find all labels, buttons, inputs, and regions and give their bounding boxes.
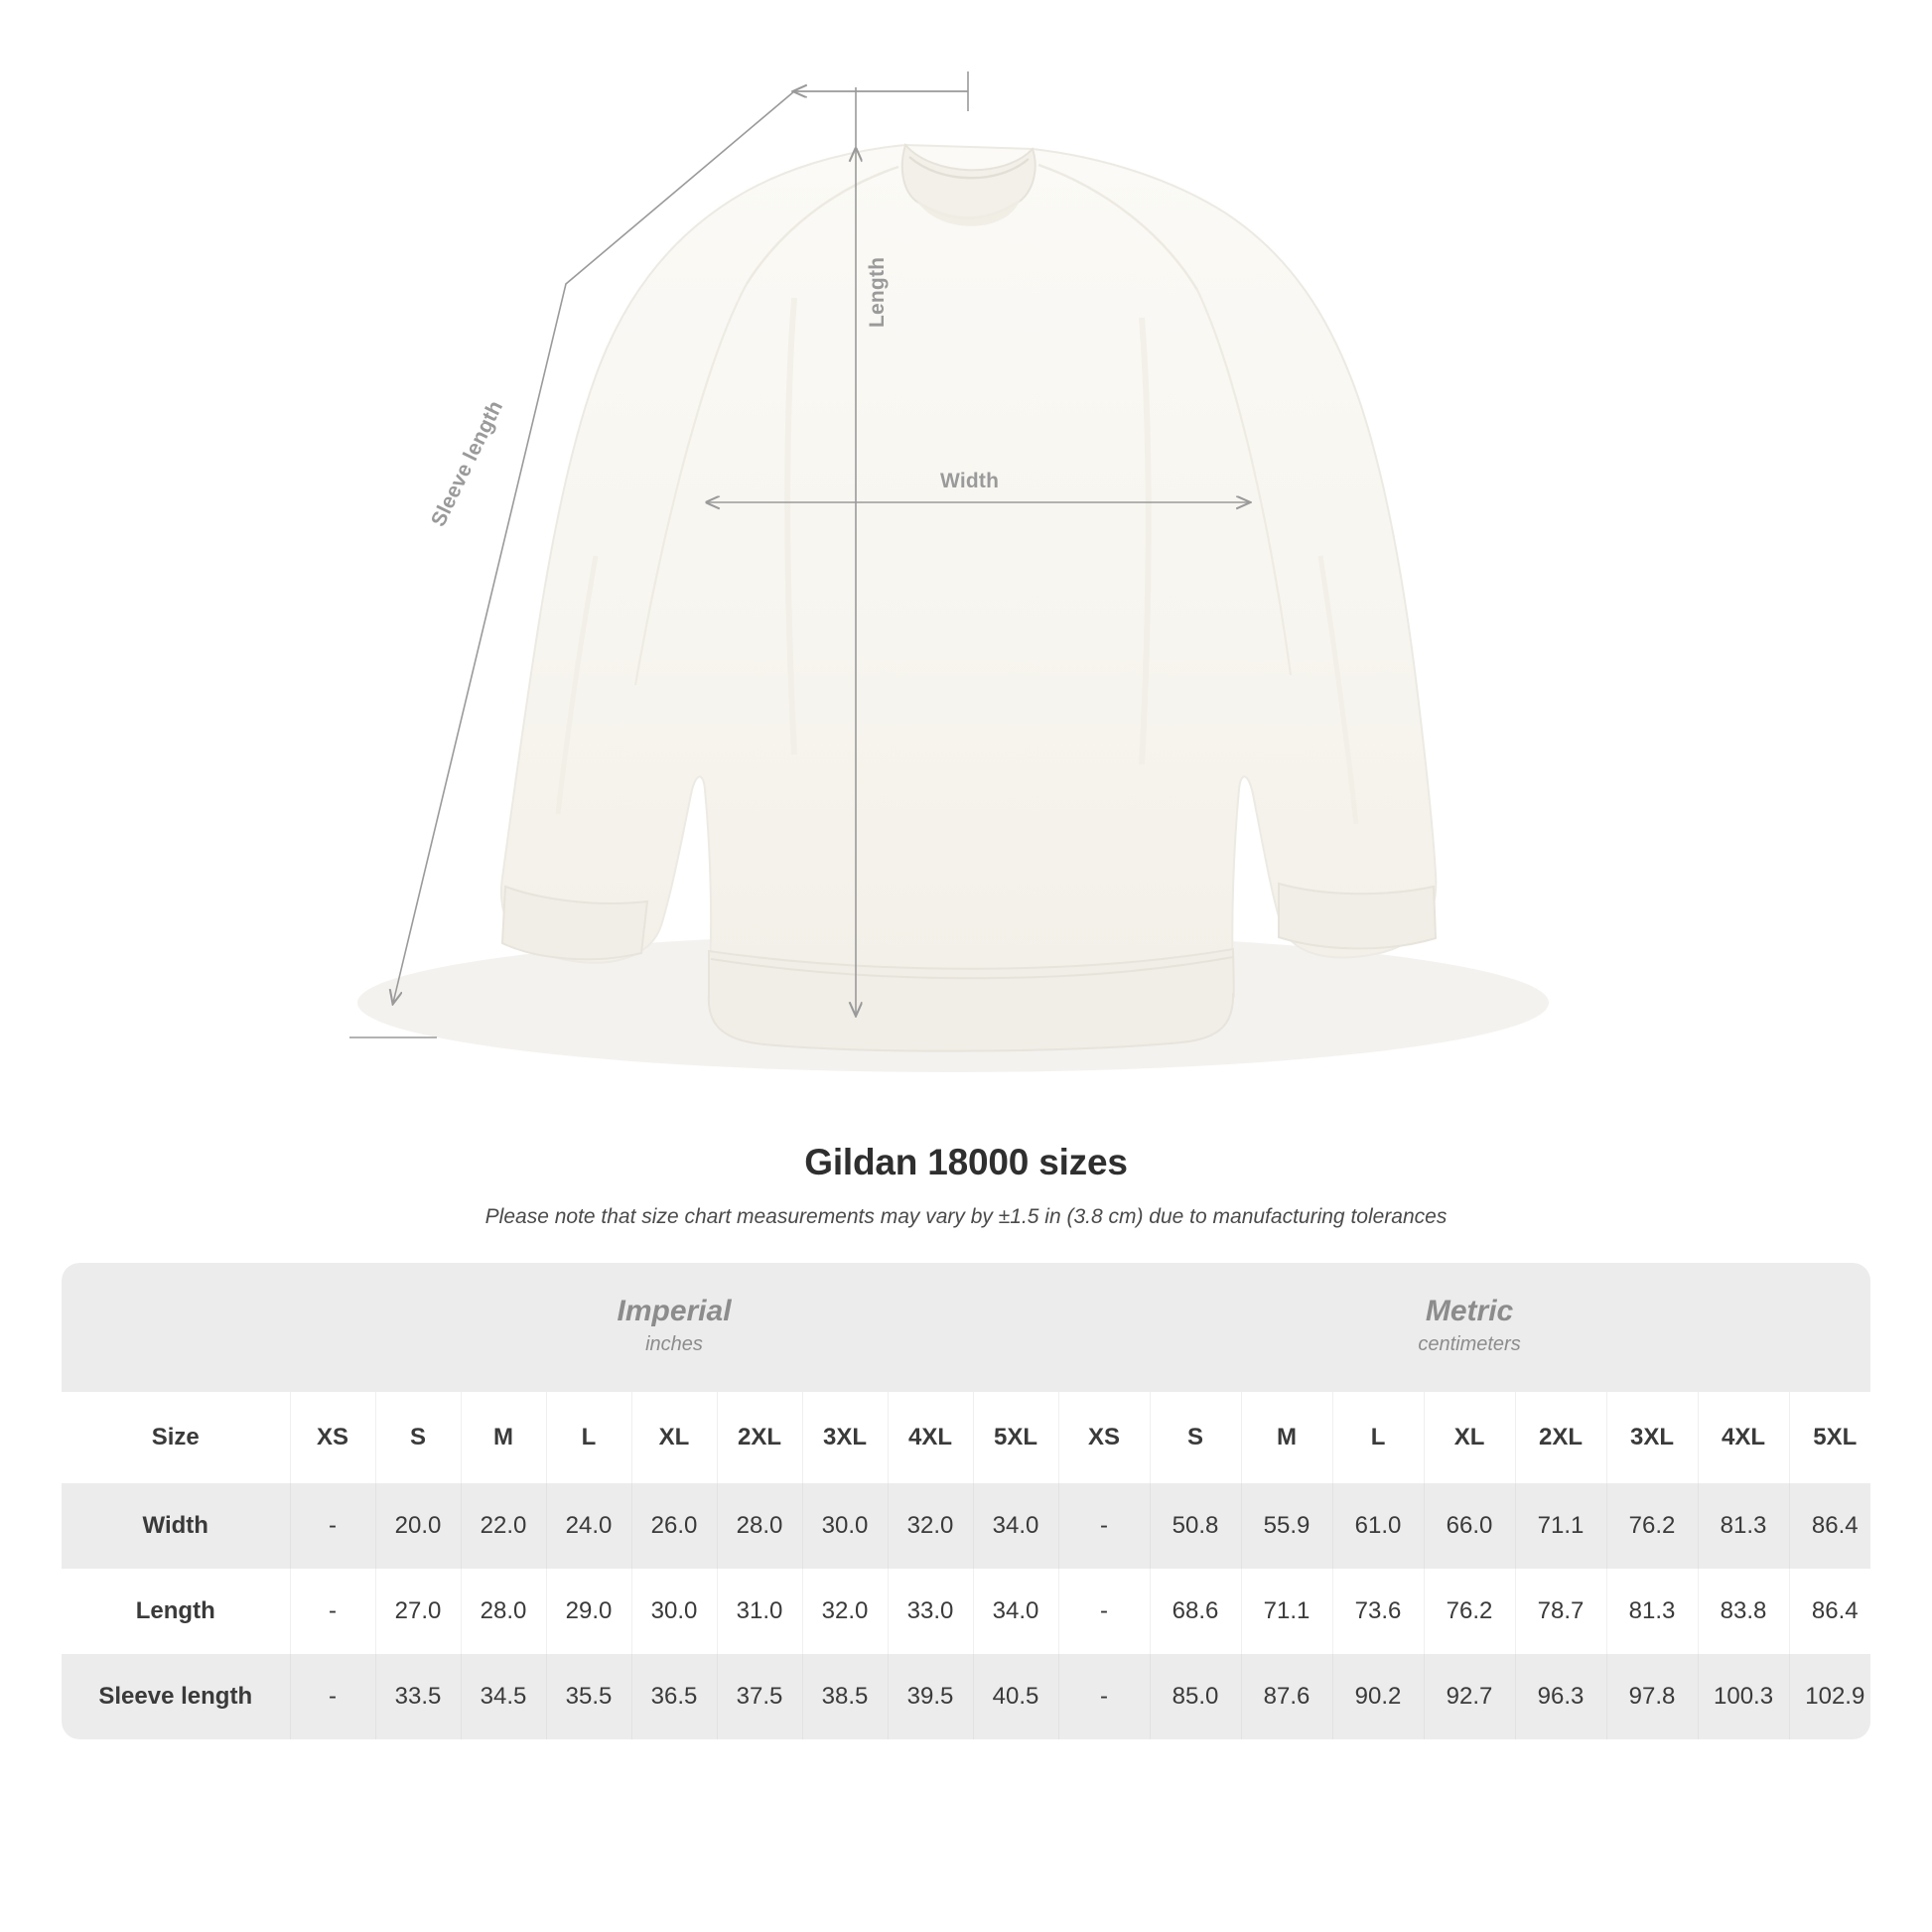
size-col-s-metric: S	[1150, 1392, 1241, 1483]
size-col-2xl-imperial: 2XL	[717, 1392, 802, 1483]
cell-width-metric-5xl: 86.4	[1789, 1483, 1870, 1569]
size-col-m-metric: M	[1241, 1392, 1332, 1483]
size-col-m-imperial: M	[461, 1392, 546, 1483]
size-col-3xl-metric: 3XL	[1606, 1392, 1698, 1483]
cell-sleeve-imperial-4xl: 39.5	[888, 1654, 973, 1739]
size-col-2xl-metric: 2XL	[1515, 1392, 1606, 1483]
cell-length-imperial-3xl: 32.0	[802, 1569, 888, 1654]
cell-length-imperial-4xl: 33.0	[888, 1569, 973, 1654]
cell-sleeve-metric-l: 90.2	[1332, 1654, 1424, 1739]
cell-sleeve-metric-5xl: 102.9	[1789, 1654, 1870, 1739]
size-table	[62, 1263, 1870, 1739]
unit-header-metric	[1058, 1263, 1870, 1392]
cell-length-metric-3xl: 81.3	[1606, 1569, 1698, 1654]
imperial-system-unit: inches	[645, 1333, 703, 1356]
cell-width-metric-xl: 66.0	[1424, 1483, 1515, 1569]
table-row-sleeve-length	[62, 1654, 1870, 1739]
width-label: Width	[940, 470, 1000, 492]
cell-sleeve-imperial-2xl: 37.5	[717, 1654, 802, 1739]
table-row-length	[62, 1569, 1870, 1654]
table-row-width	[62, 1483, 1870, 1569]
cell-width-metric-l: 61.0	[1332, 1483, 1424, 1569]
size-col-4xl-imperial: 4XL	[888, 1392, 973, 1483]
size-col-5xl-imperial: 5XL	[973, 1392, 1058, 1483]
cell-width-imperial-xl: 26.0	[631, 1483, 717, 1569]
sleeve-length-label: Sleeve length	[427, 396, 508, 531]
cell-sleeve-metric-2xl: 96.3	[1515, 1654, 1606, 1739]
cell-sleeve-metric-4xl: 100.3	[1698, 1654, 1789, 1739]
cell-length-imperial-5xl: 34.0	[973, 1569, 1058, 1654]
cell-sleeve-imperial-3xl: 38.5	[802, 1654, 888, 1739]
cell-sleeve-imperial-s: 33.5	[375, 1654, 461, 1739]
cell-width-imperial-4xl: 32.0	[888, 1483, 973, 1569]
size-col-xs-imperial: XS	[290, 1392, 375, 1483]
size-col-5xl-metric: 5XL	[1789, 1392, 1870, 1483]
cell-sleeve-metric-xs: -	[1058, 1654, 1150, 1739]
cell-length-imperial-m: 28.0	[461, 1569, 546, 1654]
cell-width-metric-3xl: 76.2	[1606, 1483, 1698, 1569]
size-header-cell: Size	[62, 1392, 290, 1483]
size-col-4xl-metric: 4XL	[1698, 1392, 1789, 1483]
cell-width-imperial-3xl: 30.0	[802, 1483, 888, 1569]
unit-header-imperial	[290, 1263, 1058, 1392]
cell-width-metric-2xl: 71.1	[1515, 1483, 1606, 1569]
cell-length-metric-xl: 76.2	[1424, 1569, 1515, 1654]
cell-length-metric-xs: -	[1058, 1569, 1150, 1654]
cell-width-metric-4xl: 81.3	[1698, 1483, 1789, 1569]
cell-length-imperial-xl: 30.0	[631, 1569, 717, 1654]
length-label: Length	[866, 256, 889, 328]
cell-length-metric-5xl: 86.4	[1789, 1569, 1870, 1654]
title-block	[0, 1142, 1932, 1229]
cell-length-imperial-xs: -	[290, 1569, 375, 1654]
cell-sleeve-metric-xl: 92.7	[1424, 1654, 1515, 1739]
row-label-length: Length	[62, 1569, 290, 1654]
size-col-3xl-imperial: 3XL	[802, 1392, 888, 1483]
cell-sleeve-imperial-xl: 36.5	[631, 1654, 717, 1739]
size-col-xl-metric: XL	[1424, 1392, 1515, 1483]
cell-length-imperial-s: 27.0	[375, 1569, 461, 1654]
cell-width-metric-xs: -	[1058, 1483, 1150, 1569]
cell-width-imperial-m: 22.0	[461, 1483, 546, 1569]
cell-length-imperial-l: 29.0	[546, 1569, 631, 1654]
metric-system-unit: centimeters	[1418, 1333, 1521, 1356]
metric-system-name: Metric	[1425, 1294, 1514, 1327]
size-col-l-imperial: L	[546, 1392, 631, 1483]
imperial-system-name: Imperial	[617, 1294, 732, 1327]
size-header-row	[62, 1392, 1870, 1483]
size-table-wrapper	[62, 1263, 1870, 1739]
tolerance-note: Please note that size chart measurements may vary by ±1.5 in (3.8 cm) due to manufacturing tolerances	[484, 1205, 1448, 1228]
page-title: Gildan 18000 sizes	[804, 1142, 1128, 1182]
cell-width-imperial-s: 20.0	[375, 1483, 461, 1569]
size-col-xl-imperial: XL	[631, 1392, 717, 1483]
cell-width-imperial-xs: -	[290, 1483, 375, 1569]
cell-width-metric-s: 50.8	[1150, 1483, 1241, 1569]
size-col-s-imperial: S	[375, 1392, 461, 1483]
size-col-xs-metric: XS	[1058, 1392, 1150, 1483]
cell-length-metric-l: 73.6	[1332, 1569, 1424, 1654]
sweatshirt-shape	[501, 145, 1436, 1051]
size-col-l-metric: L	[1332, 1392, 1424, 1483]
cell-sleeve-imperial-5xl: 40.5	[973, 1654, 1058, 1739]
row-label-width: Width	[62, 1483, 290, 1569]
cell-width-imperial-5xl: 34.0	[973, 1483, 1058, 1569]
cell-sleeve-imperial-xs: -	[290, 1654, 375, 1739]
cell-length-metric-m: 71.1	[1241, 1569, 1332, 1654]
cell-length-metric-s: 68.6	[1150, 1569, 1241, 1654]
cell-sleeve-metric-s: 85.0	[1150, 1654, 1241, 1739]
unit-header-spacer	[62, 1263, 290, 1392]
cell-sleeve-metric-m: 87.6	[1241, 1654, 1332, 1739]
cell-sleeve-metric-3xl: 97.8	[1606, 1654, 1698, 1739]
unit-header-row	[62, 1263, 1870, 1392]
cell-length-metric-4xl: 83.8	[1698, 1569, 1789, 1654]
row-label-sleeve-length: Sleeve length	[62, 1654, 290, 1739]
cell-length-metric-2xl: 78.7	[1515, 1569, 1606, 1654]
cell-width-imperial-l: 24.0	[546, 1483, 631, 1569]
cell-sleeve-imperial-l: 35.5	[546, 1654, 631, 1739]
cell-sleeve-imperial-m: 34.5	[461, 1654, 546, 1739]
cell-length-imperial-2xl: 31.0	[717, 1569, 802, 1654]
cell-width-imperial-2xl: 28.0	[717, 1483, 802, 1569]
cell-width-metric-m: 55.9	[1241, 1483, 1332, 1569]
